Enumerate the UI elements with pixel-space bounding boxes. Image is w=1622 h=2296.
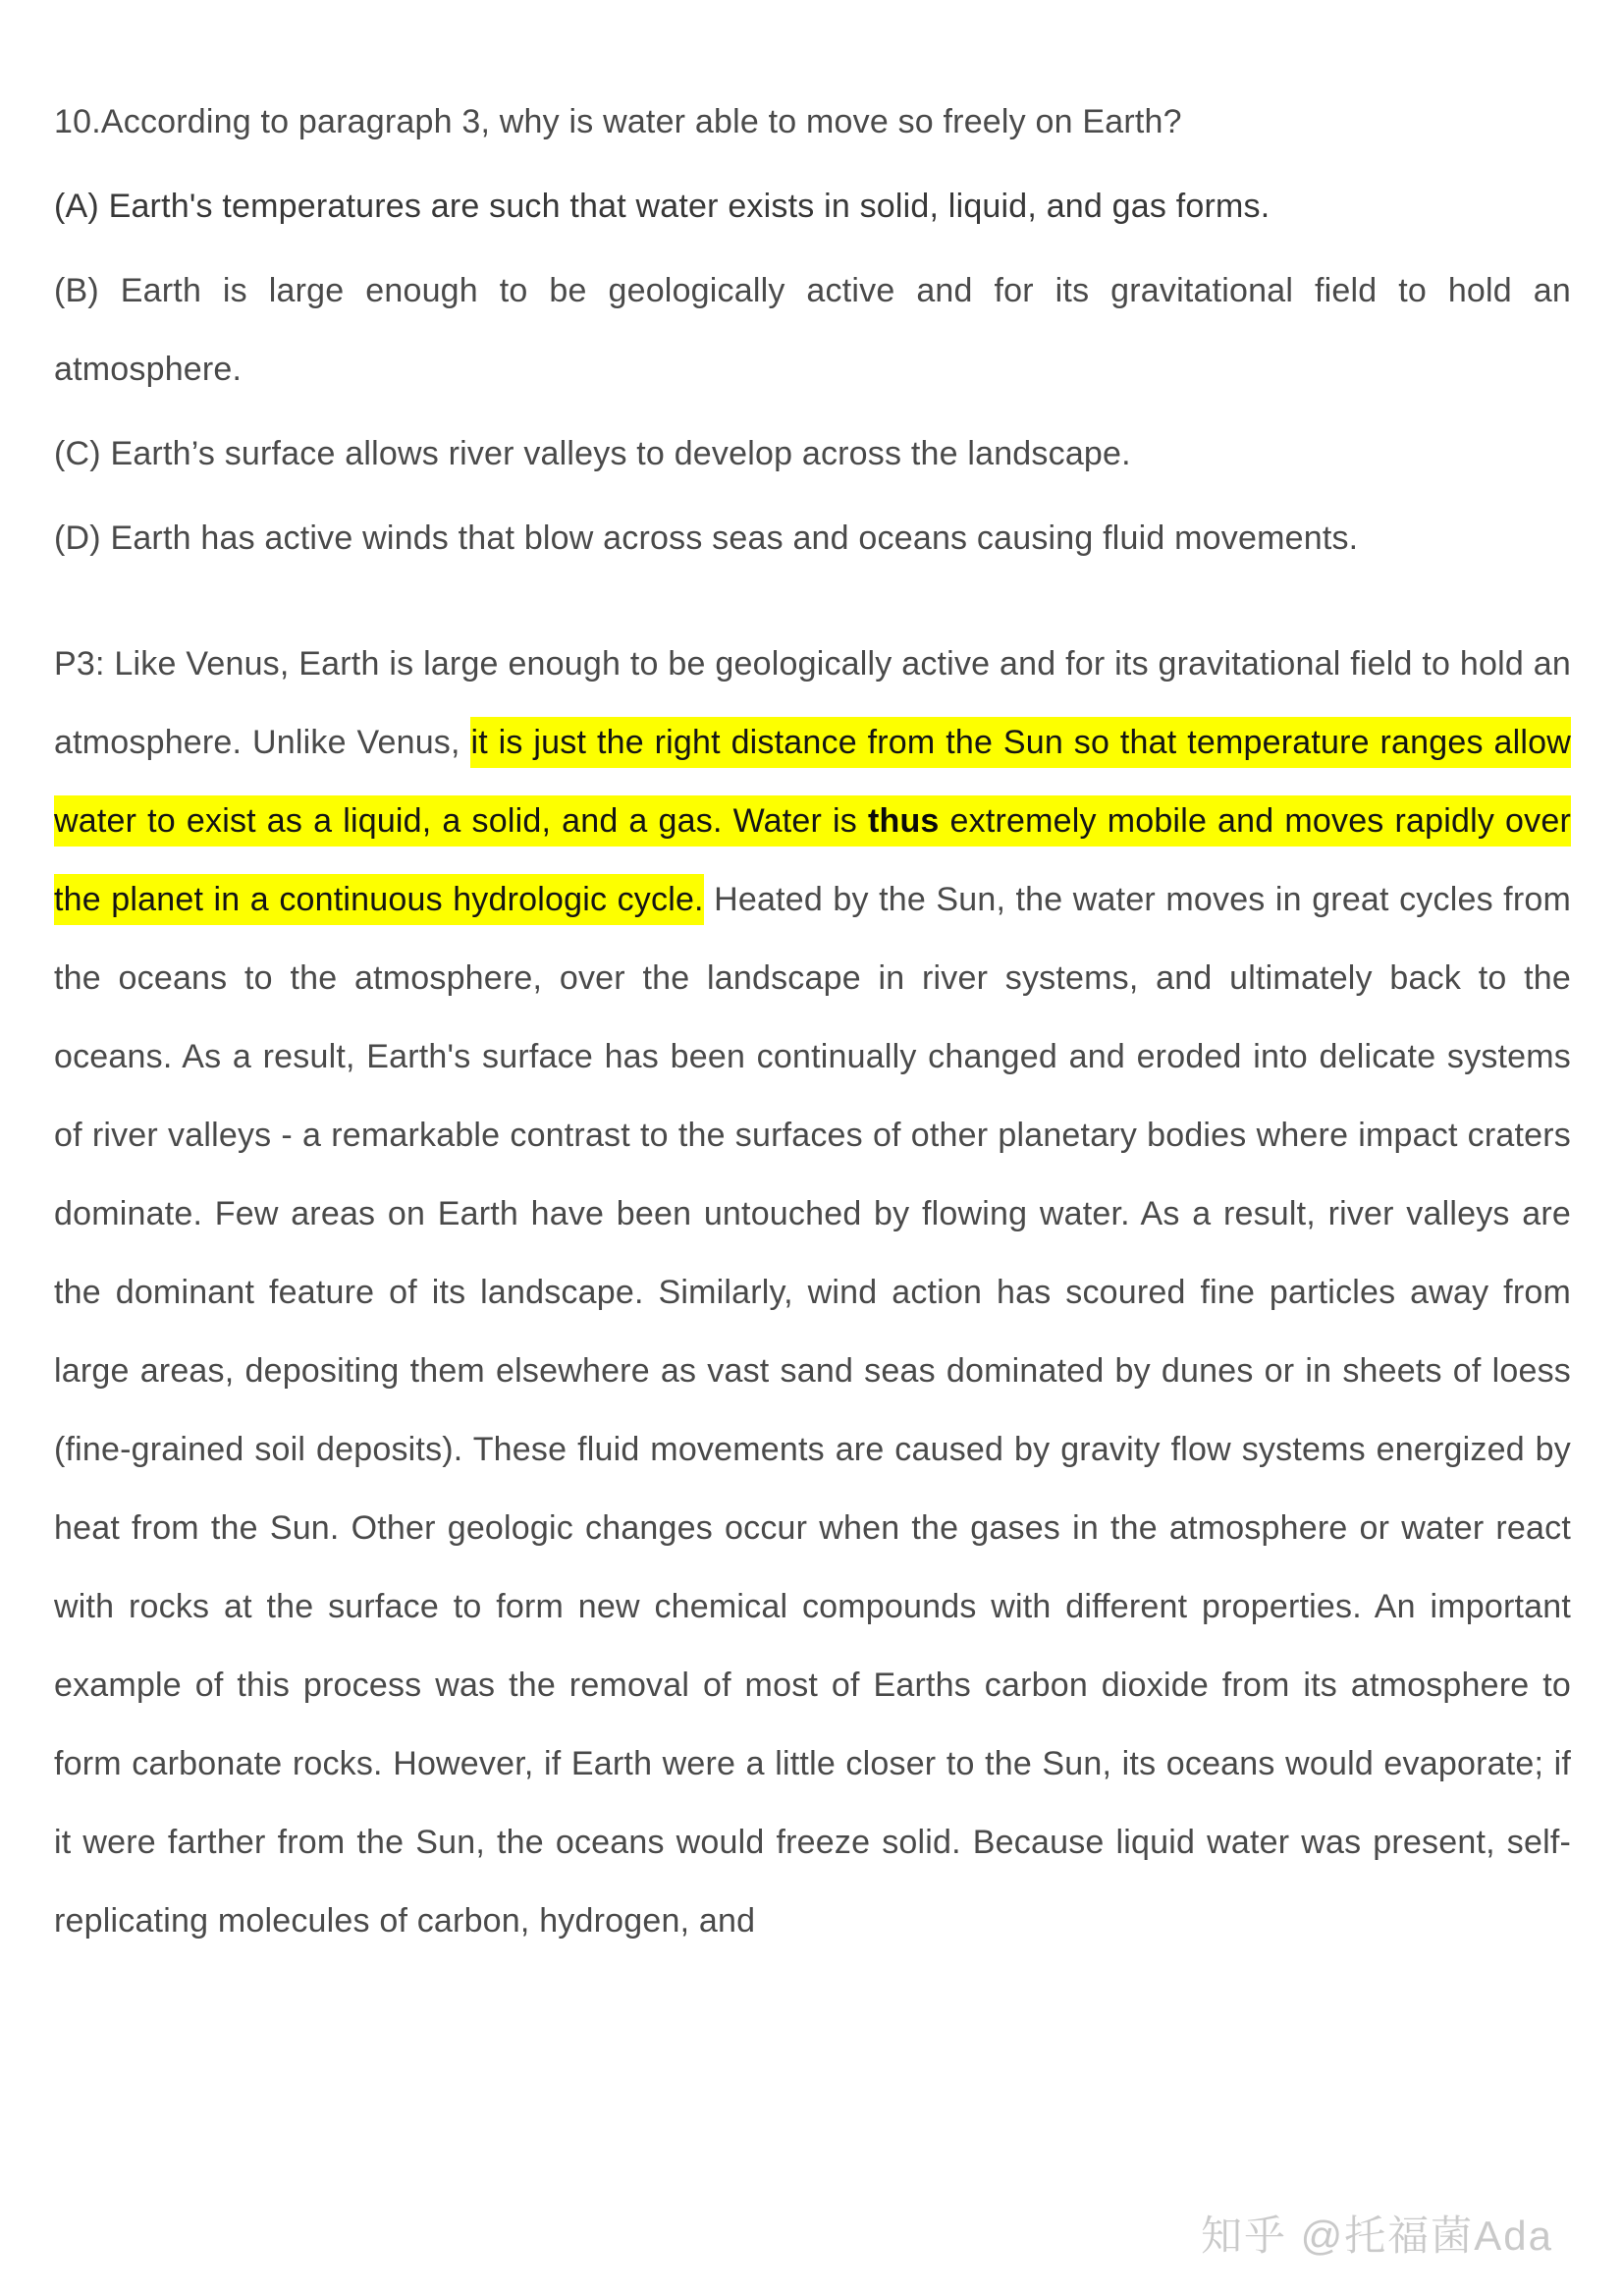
option-d: (D) Earth has active winds that blow across seas and oceans causing fluid movements. [54,519,1359,557]
passage-paragraph-3 [54,625,1571,1960]
option-c: (C) Earth’s surface allows river valleys to develop across the landscape. [54,435,1131,472]
passage-text: P3: Like Venus, Earth is large enough to be geologically active and for its gravitational field to hold an atmosphere. Unlike Venus, [54,645,1571,761]
passage-highlight-bold-term: thus [868,795,940,847]
question-text: 10.According to paragraph 3, why is water able to move so freely on Earth? [54,103,1182,140]
option-a: (A) Earth's temperatures are such that water exists in solid, liquid, and gas forms. [54,188,1271,225]
watermark: 知乎 @托福菌Ada [1200,2213,1553,2259]
passage-text: Heated by the Sun, the water moves in great cycles from the oceans to the atmosphere, over the landscape in river systems, and ultimately back to the oceans. As a result, Earth's surface has been continually changed and eroded into delicate systems of river valleys - a remarkable contrast to the surfaces of other planetary bodies where impact craters dominate. Few areas on Earth have been untouched by flowing water. As a result, river valleys are the dominant feature of its landscape. Similarly, wind action has scoured fine particles away from large areas, depositing them elsewhere as vast sand seas dominated by dunes or in sheets of loess (fine-grained soil deposits). These fluid movements are caused by gravity flow systems energized by heat from the Sun. Other geologic changes occur when the gases in the atmosphere or water react with rocks at the surface to form new chemical compounds with different properties. An important example of this process was the removal of most of Earths carbon dioxide from its atmosphere to form carbonate rocks. However, if Earth were a little closer to the Sun, its oceans would evaporate; if it were farther from the Sun, the oceans would freeze solid. Because liquid water was present, self-replicating molecules of carbon, hydrogen, and [54,881,1571,1940]
passage-highlight: it is just the right distance from the Sun so that temperature ranges allow water to exist as a liquid, a solid, and a gas. Water is [54,717,1571,847]
passage-highlight: extremely mobile and moves rapidly over the planet in a continuous hydrologic cycle. [54,795,1571,925]
option-b: (B) Earth is large enough to be geologically active and for its gravitational field to hold an atmosphere. [54,272,1571,388]
